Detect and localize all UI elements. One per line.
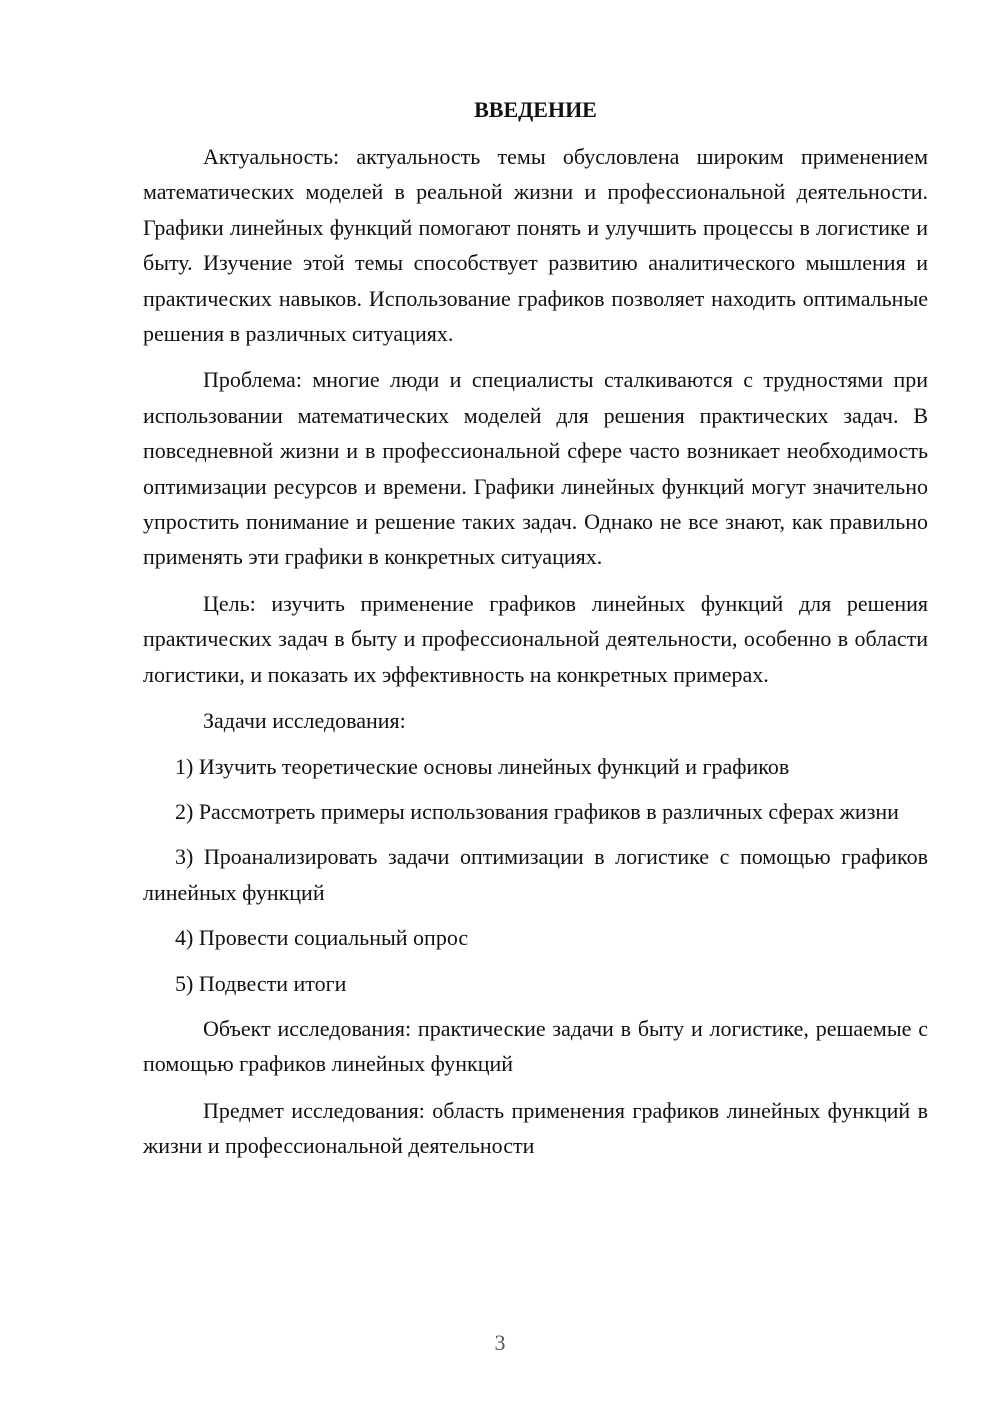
page-number: 3 bbox=[494, 1330, 506, 1355]
research-subject-paragraph: Предмет исследования: область применения графиков линейных функций в жизни и профессиональной деятельности bbox=[143, 1097, 928, 1159]
relevance-paragraph: Актуальность: актуальность темы обусловлена широким применением математических моделей в реальной жизни и профессиональной деятельности. Графики линейных функций помогают понять и улучшить процессы в логистике и быту. Изучение этой темы способствует развитию аналитического мышления и практических навыков. Использование графиков позволяет находить оптимальные решения в различных ситуациях. bbox=[143, 144, 928, 347]
task-item: 4) Провести социальный опрос bbox=[175, 925, 469, 951]
tasks-heading: Задачи исследования: bbox=[203, 708, 406, 734]
goal-paragraph: Цель: изучить применение графиков линейных функций для решения практических задач в быту и профессиональной деятельности, особенно в области логистики, и показать их эффективность на конкретных примерах. bbox=[143, 590, 928, 687]
task-item: 3) Проанализировать задачи оптимизации в логистике с помощью графиков линейных функций bbox=[143, 844, 928, 905]
problem-paragraph: Проблема: многие люди и специалисты сталкиваются с трудностями при использовании математических моделей для решения практических задач. В повседневной жизни и в профессиональной сфере часто возникает необходимость оптимизации ресурсов и времени. Графики линейных функций могут значительно упростить понимание и решение таких задач. Однако не все знают, как правильно применять эти графики в конкретных ситуациях. bbox=[143, 367, 928, 570]
task-item: 1) Изучить теоретические основы линейных функций и графиков bbox=[175, 753, 790, 779]
section-title: ВВЕДЕНИЕ bbox=[474, 97, 597, 122]
task-item: 5) Подвести итоги bbox=[175, 970, 347, 996]
document-page bbox=[143, 92, 928, 1175]
task-item: 2) Рассмотреть примеры использования графиков в различных сферах жизни bbox=[175, 798, 899, 824]
research-object-paragraph: Объект исследования: практические задачи в быту и логистике, решаемые с помощью графиков линейных функций bbox=[143, 1015, 928, 1077]
